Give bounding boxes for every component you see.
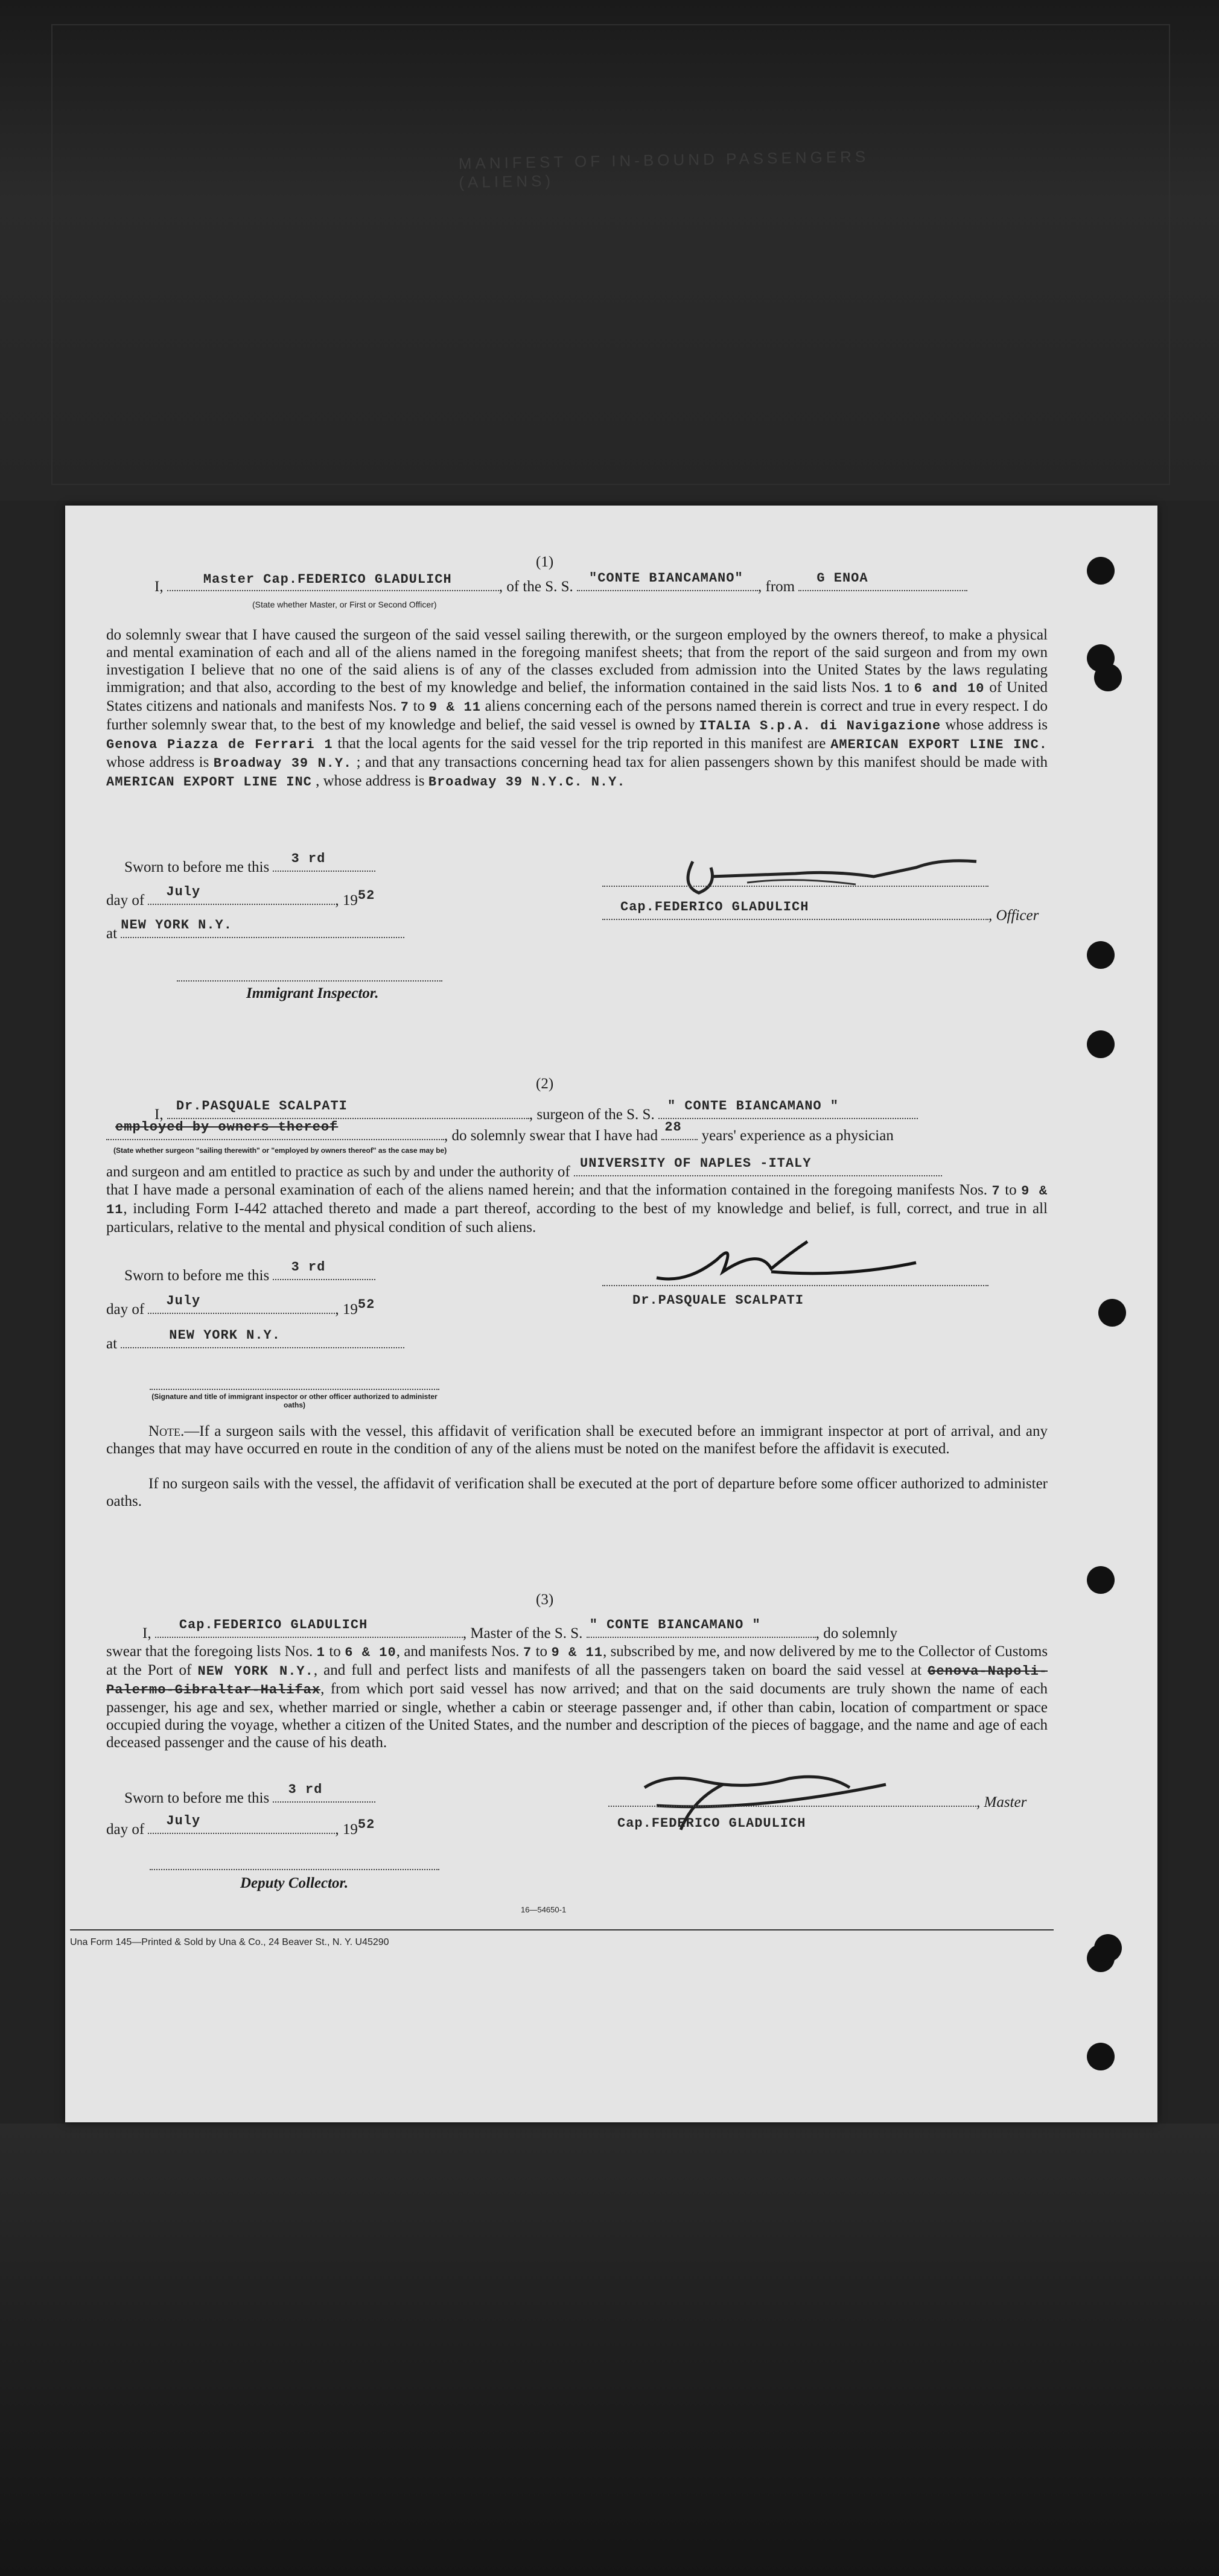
manifests-from-3: 7 <box>523 1645 532 1660</box>
punch-hole <box>1087 557 1115 585</box>
day-of-line-1 <box>106 884 375 910</box>
day-of-label: day of <box>106 892 145 909</box>
form-code: 16—54650-1 <box>521 1905 567 1914</box>
punch-hole <box>1094 664 1122 691</box>
surgeon-sign-line <box>602 1273 988 1290</box>
master-name-field <box>167 572 499 591</box>
text-headtax-addr-label: , whose address is <box>316 773 425 789</box>
text-from-which: , from which <box>320 1681 404 1697</box>
month-field <box>148 1813 335 1834</box>
text-body-b: port said vessel has now arrived; and that on the said documents are truly shown the name of each passenger, his age and sex, whether married or single, whether a cabin or steerage passenger and, if other than cabin, location of compartment or space occupied during the voyage, whether a citizen of the United States, and the number and description of the pieces of baggage, and the name and age of each deceased passenger and the cause of his death. <box>106 1681 1048 1751</box>
text-agents-label: that the local agents for the said vessel for the trip reported in this manifest are <box>337 735 826 752</box>
master-name-3: Cap.FEDERICO GLADULICH <box>179 1617 368 1632</box>
port: NEW YORK N.Y. <box>197 1664 314 1679</box>
text-lead: I, <box>154 1106 164 1123</box>
at-label: at <box>106 925 118 942</box>
vessel-name-2: " CONTE BIANCAMANO " <box>667 1099 839 1114</box>
affidavit2-body: that I have made a personal examination of each of the aliens named herein; and that the information contained in the foregoing manifests Nos. 7 to 9 & 11, including Form I-442 attached thereto and made a part thereof, according to the best of my knowledge and belief, is full, correct, and true in all particulars, relative to the mental and physical condition of such aliens. <box>106 1182 1048 1236</box>
headtax-address: Broadway 39 N.Y.C. N.Y. <box>428 775 626 790</box>
officer-name: Cap.FEDERICO GLADULICH <box>620 899 809 915</box>
note-paragraph-2: If no surgeon sails with the vessel, the affidavit of verification shall be executed at the port of departure before some officer authorized to administer oaths. <box>106 1476 1048 1509</box>
text-body-a: swear that the foregoing lists Nos. <box>106 1643 313 1660</box>
sworn-label: Sworn to before me this <box>124 1267 270 1284</box>
text-body-b: , including Form I-442 attached thereto and made a part thereof, according to the best of my knowledge and belief, is full, correct, and true in all particulars, relative to the mental and physical condition of such aliens. <box>106 1201 1048 1236</box>
officer-label: , Officer <box>988 907 1039 924</box>
ports-of-call: Genova-Napoli-Palermo-Gibraltar-Halifax <box>106 1664 1048 1698</box>
section-number: (1) <box>536 554 554 570</box>
text-body-a: that I have made a personal examination of each of the aliens named herein; and that the information contained in the foregoing manifests Nos. <box>106 1182 988 1198</box>
month-field <box>148 1293 335 1314</box>
collector-sign-line <box>150 1868 439 1870</box>
year-prefix: , 19 <box>335 892 358 909</box>
agents-address: Broadway 39 N.Y. <box>213 756 352 771</box>
note-text-1: —If a surgeon sails with the vessel, this affidavit of verification shall be executed before an immigrant inspector at port of arrival, and any changes that may have occurred en route in the condition of any of the aliens must be noted on the manifest before the affidavit is executed. <box>106 1423 1048 1457</box>
text-agents-addr-label: whose address is <box>106 754 209 770</box>
document-page <box>65 506 1157 2122</box>
sworn-day: 3 rd <box>291 1260 326 1275</box>
master-signer-name: Cap.FEDERICO GLADULICH <box>617 1816 806 1831</box>
officer-sign-field <box>602 874 988 887</box>
month: July <box>166 884 201 899</box>
manifests-to-3: 9 & 11 <box>551 1645 603 1660</box>
employed-line <box>106 1120 894 1144</box>
sworn-day: 3 rd <box>291 851 326 866</box>
text-line2b: aliens concerning each of the persons named therein is correct and true in every respect. I do further solemnly swear that, to the best of my knowledge and belief, the said vessel is owned by <box>106 698 1048 733</box>
at-label: at <box>106 1336 118 1352</box>
affidavit1-intro-line <box>154 571 1042 595</box>
year-prefix: , 19 <box>335 1301 358 1318</box>
text-of-ss: , of the S. S. <box>498 579 573 595</box>
punch-hole <box>1087 941 1115 969</box>
vessel-field <box>577 571 758 591</box>
officer-name-line <box>602 899 1039 924</box>
year-prefix: , 19 <box>335 1821 358 1838</box>
text-subscribed: , subscribed by me, and now delivered by me to the Collector of Customs at the Port of <box>106 1643 1048 1678</box>
text-swear: , do solemnly swear that I have had <box>444 1128 658 1144</box>
punch-hole <box>1087 2043 1115 2070</box>
text-authority: and surgeon and am entitled to practice as such by and under the authority of <box>106 1164 570 1180</box>
sworn-day-field <box>273 851 375 872</box>
text-full-lists: , and full and perfect lists and manifests of all the passengers taken on board the said vessel at <box>313 1662 922 1678</box>
section-number: (2) <box>536 1076 554 1092</box>
day-of-line-3 <box>106 1813 375 1839</box>
owner-address: Genova Piazza de Ferrari 1 <box>106 737 333 752</box>
vessel-name: "CONTE BIANCAMANO" <box>589 571 743 586</box>
punch-hole <box>1094 1934 1122 1962</box>
caption-state-rank: (State whether Master, or First or Second Officer) <box>252 600 437 609</box>
manifests-to: 9 & 11 <box>428 700 481 715</box>
sworn-line-3 <box>124 1782 375 1807</box>
year: 52 <box>357 1297 375 1312</box>
sworn-day-field <box>273 1260 375 1280</box>
day-of-label: day of <box>106 1301 145 1318</box>
place: NEW YORK N.Y. <box>169 1328 281 1343</box>
master-name-field-3 <box>155 1617 463 1638</box>
at-line-2 <box>106 1328 404 1353</box>
lists-from-3: 1 <box>316 1645 325 1660</box>
text-master-of: , Master of the S. S. <box>462 1625 583 1642</box>
owner: ITALIA S.p.A. di Navigazione <box>699 719 941 734</box>
deputy-collector-caption: Deputy Collector. <box>240 1875 349 1891</box>
manifests-from: 7 <box>400 700 409 715</box>
place-field <box>121 1328 404 1348</box>
lists-to-3: 6 & 10 <box>345 1645 396 1660</box>
text-headtax: ; and that any transactions concerning head tax for alien passengers shown by this manifest should be made with <box>356 754 1048 770</box>
officer-sign-line-2 <box>150 1388 439 1390</box>
affidavit3-intro-line <box>142 1617 898 1642</box>
officer-line <box>602 874 988 891</box>
month: July <box>166 1293 201 1309</box>
caption-employed: (State whether surgeon "sailing therewith" or "employed by owners thereof" as the case may be) <box>113 1146 447 1155</box>
text-solemnly: , do solemnly <box>815 1625 898 1642</box>
authority: UNIVERSITY OF NAPLES -ITALY <box>580 1156 812 1171</box>
film-frame-bottom <box>0 2124 1219 2576</box>
footer-rule <box>70 1929 1054 1930</box>
inspector-sign-line <box>177 979 442 982</box>
surgeon-name-field <box>167 1099 529 1119</box>
lists-to: 6 and 10 <box>914 681 985 696</box>
employed-field <box>106 1120 444 1140</box>
surgeon-name: Dr.PASQUALE SCALPATI <box>176 1099 348 1114</box>
day-of-line-2 <box>106 1293 375 1319</box>
text-years: years' experience as a physician <box>701 1128 894 1144</box>
from-port: G ENOA <box>816 571 868 586</box>
immigrant-inspector-caption: Immigrant Inspector. <box>246 985 379 1001</box>
employed: employed by owners thereof <box>115 1120 339 1135</box>
previous-page-ghost <box>51 24 1170 485</box>
vessel-field-3 <box>587 1617 816 1638</box>
master-caption: , Master <box>976 1794 1027 1810</box>
punch-hole <box>1087 1566 1115 1594</box>
sworn-day: 3 rd <box>288 1782 323 1797</box>
manifests-to-2: 9 & 11 <box>106 1184 1048 1217</box>
note-paragraph-1 <box>106 1423 1048 1458</box>
vessel-name-3: " CONTE BIANCAMANO " <box>589 1617 761 1632</box>
master-sign-field <box>608 1794 976 1807</box>
years-field <box>661 1120 698 1140</box>
punch-hole <box>1087 1030 1115 1058</box>
film-frame-top <box>0 0 1219 501</box>
manifests-from-2: 7 <box>991 1184 1001 1199</box>
vessel-field-2 <box>658 1099 918 1119</box>
surgeon-signer-name: Dr.PASQUALE SCALPATI <box>632 1293 804 1308</box>
text-line2: of United States citizens and nationals and manifests Nos. <box>106 679 1048 714</box>
month-field <box>148 884 335 905</box>
affidavit3-body: swear that the foregoing lists Nos. 1 to 6 & 10, and manifests Nos. 7 to 9 & 11, subscribed by me, and now delivered by me to the Collector of Customs at the Port of NEW YORK N.Y., and full and perfect lists and manifests of all the passengers taken on board the said vessel at Genova-Napoli-Palermo-Gibraltar-Halifax, from which port said vessel has now arrived; and that on the said documents are truly shown the name of each passenger, his age and sex, whether married or single, whether a cabin or steerage passenger and, if other than cabin, location of compartment or space occupied during the voyage, whether a citizen of the United States, and the number and description of the pieces of baggage, and the name and age of each deceased passenger and the cause of his death. <box>106 1643 1048 1751</box>
text-lead: I, <box>142 1625 151 1642</box>
month: July <box>166 1813 201 1829</box>
officer-name-field <box>602 899 988 920</box>
sworn-day-field <box>273 1782 375 1803</box>
caption-sig-title: (Signature and title of immigrant inspector or other officer authorized to administer oaths) <box>151 1392 438 1409</box>
place-field <box>121 918 404 938</box>
headtax-agent: AMERICAN EXPORT LINE INC <box>106 775 312 790</box>
day-of-label: day of <box>106 1821 145 1838</box>
punch-hole <box>1098 1299 1126 1327</box>
master-sign-line <box>608 1794 1026 1811</box>
text-lead: I, <box>154 579 164 595</box>
agents: AMERICAN EXPORT LINE INC. <box>830 737 1048 752</box>
sworn-label: Sworn to before me this <box>124 859 270 875</box>
year: 52 <box>357 1817 375 1832</box>
years: 28 <box>664 1120 682 1135</box>
place: NEW YORK N.Y. <box>121 918 232 933</box>
text-body: do solemnly swear that I have caused the surgeon of the said vessel sailing therewith, or the surgeon employed by the owners thereof, to make a physical and mental examination of each and all of the aliens named in the foregoing manifest sheets; that from the report of the said surgeon and from my own investigation I believe that no one of the said aliens is of any of the classes excluded from admission into the United States by the laws regulating immigration; and that also, according to the best of my knowledge and belief, the information contained in the said lists Nos. <box>106 627 1048 696</box>
affidavit1-body: do solemnly swear that I have caused the surgeon of the said vessel sailing therewith, or the surgeon employed by the owners thereof, to make a physical and mental examination of each and all of the aliens named in the foregoing manifest sheets; that from the report of the said surgeon and from my own investigation I believe that no one of the said aliens is of any of the classes excluded from admission into the United States by the laws regulating immigration; and that also, according to the best of my knowledge and belief, the information contained in the said lists Nos. 1 to 6 and 10 of United States citizens and nationals and manifests Nos. 7 to 9 & 11 aliens concerning each of the persons named therein is correct and true in every respect. I do further solemnly swear that, to the best of my knowledge and belief, the said vessel is owned by ITALIA S.p.A. di Navigazione whose address is Genova Piazza de Ferrari 1 that the local agents for the said vessel for the trip reported in this manifest are AMERICAN EXPORT LINE INC. whose address is Broadway 39 N.Y. ; and that any transactions concerning head tax for alien passengers shown by this manifest should be made with AMERICAN EXPORT LINE INC , whose address is Broadway 39 N.Y.C. N.Y. <box>106 627 1048 790</box>
sworn-line-2 <box>124 1260 375 1284</box>
at-line-1 <box>106 918 404 942</box>
sworn-line-1 <box>124 851 375 876</box>
authority-field <box>574 1156 942 1176</box>
ghost-title: MANIFEST OF IN-BOUND PASSENGERS (ALIENS) <box>458 147 870 192</box>
lists-from: 1 <box>884 681 893 696</box>
from-port-field <box>798 571 967 591</box>
note-label: Note. <box>148 1423 185 1439</box>
section-number: (3) <box>536 1591 554 1608</box>
authority-line <box>106 1156 942 1181</box>
surgeon-sign-field <box>602 1273 988 1286</box>
year: 52 <box>357 888 375 903</box>
text-from: , from <box>758 579 795 595</box>
text-surgeon-of: , surgeon of the S. S. <box>529 1106 655 1123</box>
printer-imprint: Una Form 145—Printed & Sold by Una & Co., 24 Beaver St., N. Y. U45290 <box>70 1937 389 1947</box>
text-owner-addr-label: whose address is <box>945 717 1048 733</box>
text-manifests: , and manifests Nos. <box>396 1643 520 1660</box>
master-name: Master Cap.FEDERICO GLADULICH <box>203 572 452 587</box>
sworn-label: Sworn to before me this <box>124 1790 270 1806</box>
